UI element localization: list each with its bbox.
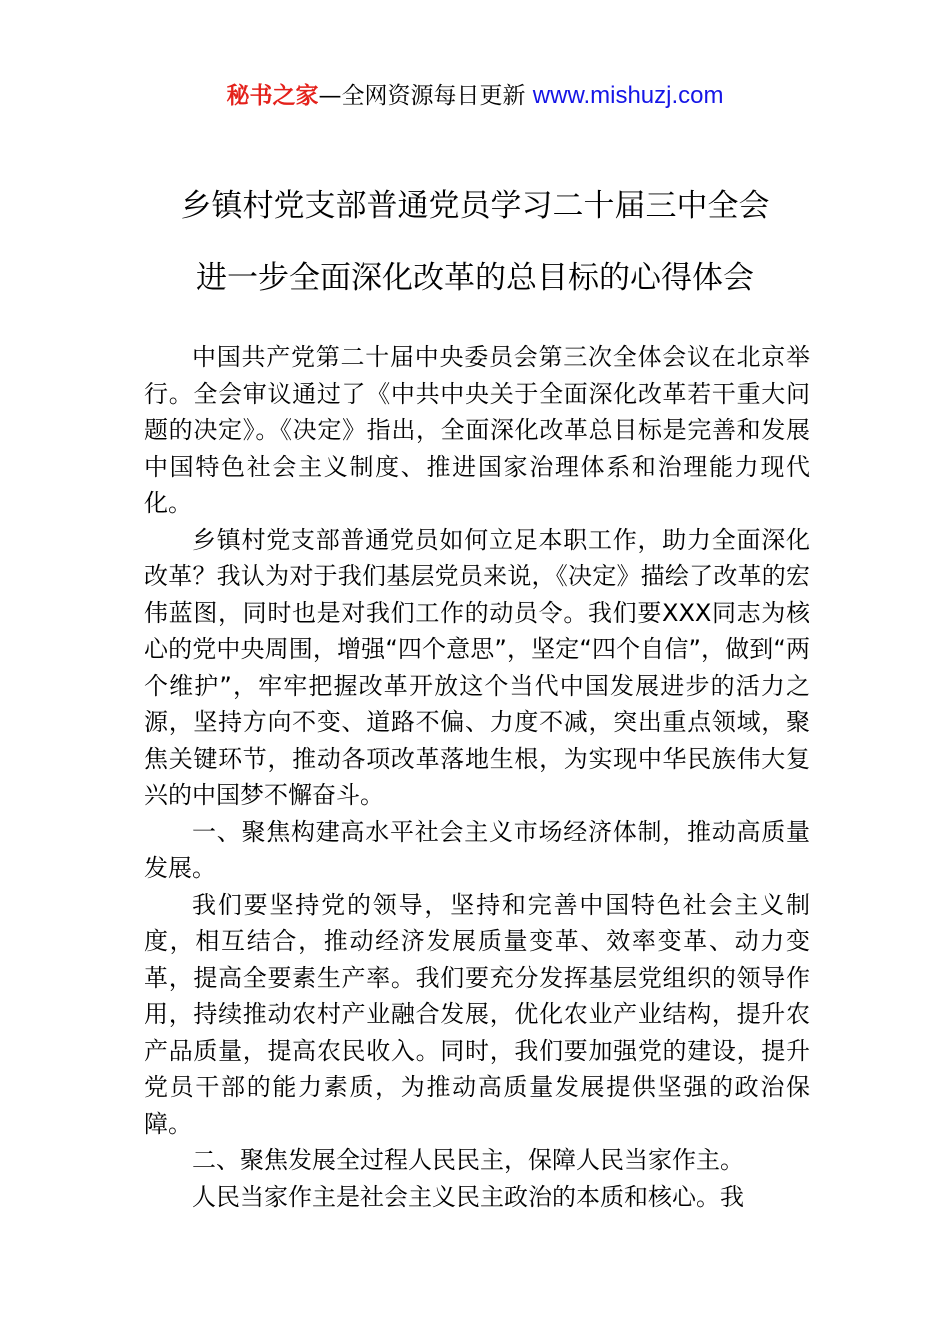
document-title	[100, 170, 850, 314]
document-title-line-2: 进一步全面深化改革的总目标的心得体会	[196, 260, 754, 296]
document-title-line-1: 乡镇村党支部普通党员学习二十届三中全会	[180, 188, 770, 224]
section-heading-2: 二、聚焦发展全过程人民民主，保障人民当家作主。	[192, 1146, 744, 1174]
paragraph-section-1: 我们要坚持党的领导，坚持和完善中国特色社会主义制度，相互结合，推动经济发展质量变革、效率变革、动力变革，提高全要素生产率。我们要充分发挥基层党组织的领导作用，持续推动农村产业融合发展，优化农业产业结构，提升农产品质量，提高农民收入。同时，我们要加强党的建设，提升党员干部的能力素质，为推动高质量发展提供坚强的政治保障。	[144, 890, 810, 1138]
document-body	[144, 339, 810, 1215]
paragraph-section-2: 人民当家作主是社会主义民主政治的本质和核心。我	[192, 1182, 744, 1211]
paragraph-role: 乡镇村党支部普通党员如何立足本职工作，助力全面深化改革？我认为对于我们基层党员来说，《决定》描绘了改革的宏伟蓝图，同时也是对我们工作的动员令。我们要XXX同志为核心的党中央周围，增强“四个意思”，坚定“四个自信”，做到“两个维护”，牢牢把握改革开放这个当代中国发展进步的活力之源，坚持方向不变、道路不偏、力度不减，突出重点领域，聚焦关键环节，推动各项改革落地生根，为实现中华民族伟大复兴的中国梦不懈奋斗。	[144, 525, 810, 809]
site-url-link[interactable]: www.mishuzj.com	[532, 82, 724, 109]
paragraph-intro: 中国共产党第二十届中央委员会第三次全体会议在北京举行。全会审议通过了《中共中央关于全面深化改革若干重大问题的决定》。《决定》指出，全面深化改革总目标是完善和发展中国特色社会主义制度、推进国家治理体系和治理能力现代化。	[144, 343, 810, 517]
site-tagline: —全网资源每日更新	[318, 83, 526, 109]
site-header	[0, 80, 950, 112]
section-heading-1: 一、聚焦构建高水平社会主义市场经济体制，推动高质量发展。	[144, 817, 810, 882]
brand-name: 秘书之家	[226, 83, 319, 109]
